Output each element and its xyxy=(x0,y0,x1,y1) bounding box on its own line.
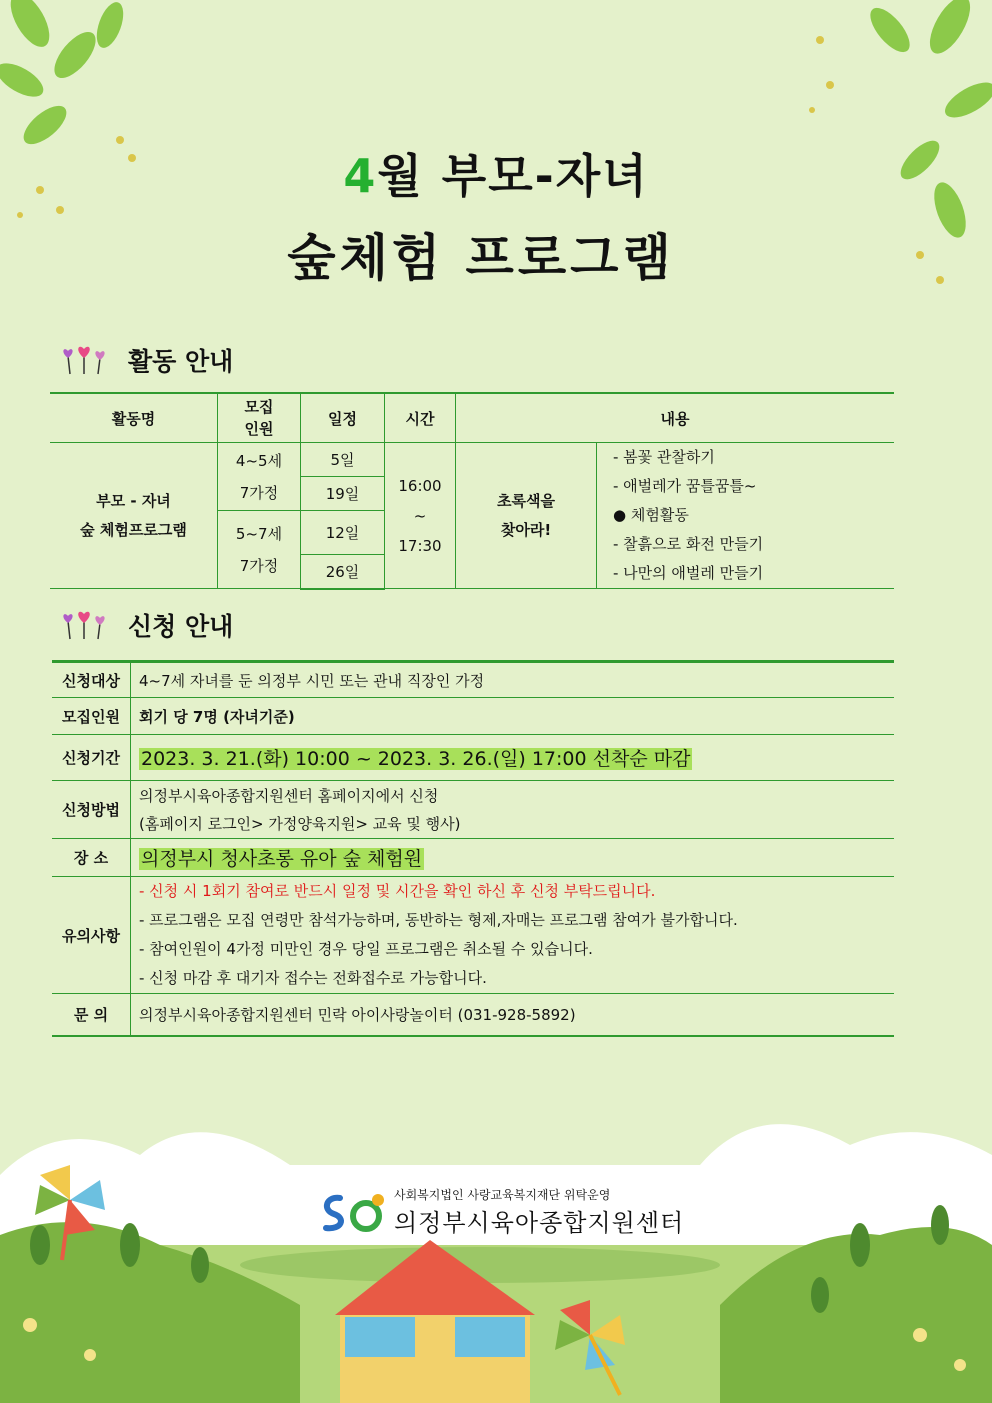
header-content: 내용 xyxy=(456,393,895,443)
note-line: - 신청 마감 후 대기자 접수는 전화접수로 가능합니다. xyxy=(139,969,487,987)
place-label: 장 소 xyxy=(52,839,131,877)
recruit-group-2: 5~7세 7가정 xyxy=(218,511,301,589)
activity-table xyxy=(50,392,894,590)
month-number: 4 xyxy=(343,149,378,203)
org-name: 의정부시육아종합지원센터 xyxy=(394,1209,685,1237)
header-name: 활동명 xyxy=(50,393,218,443)
heart-flowers-icon xyxy=(58,609,110,641)
content-line: ● 체험활동 xyxy=(613,506,689,524)
section-title: 활동 안내 xyxy=(128,347,234,376)
section-title: 신청 안내 xyxy=(128,612,234,641)
page-title-line2: 숲체험 프로그램 xyxy=(287,229,675,287)
recruit-group-1: 4~5세 7가정 xyxy=(218,443,301,511)
theme-cell: 초록색을 찾아라! xyxy=(456,443,597,589)
contact-label: 문 의 xyxy=(52,994,131,1036)
content-line: - 찰흙으로 화전 만들기 xyxy=(613,535,764,553)
header-schedule: 일정 xyxy=(301,393,385,443)
place-value: 의정부시 청사초롱 유아 숲 체험원 xyxy=(141,848,423,870)
content-line: - 나만의 애벌레 만들기 xyxy=(613,564,764,582)
header-recruit: 모집 인원 xyxy=(218,393,301,443)
organization-logo xyxy=(318,1186,684,1238)
note-line: - 참여인원이 4가정 미만인 경우 당일 프로그램은 취소될 수 있습니다. xyxy=(139,940,593,958)
section-heading-apply xyxy=(58,607,233,643)
date-cell: 12일 xyxy=(301,511,385,555)
method-label: 신청방법 xyxy=(52,781,131,839)
content-line: - 봄꽃 관찰하기 xyxy=(613,448,715,466)
page-title-line1 xyxy=(0,140,992,206)
title-text: 월 부모-자녀 xyxy=(377,149,649,203)
target-value: 4~7세 자녀를 둔 의정부 시민 또는 관내 직장인 가정 xyxy=(131,662,895,698)
date-cell: 26일 xyxy=(301,554,385,589)
target-label: 신청대상 xyxy=(52,662,131,698)
note-line-warning: - 신청 시 1회기 참여로 반드시 일정 및 시간을 확인 하신 후 신청 부탁드립니다. xyxy=(139,882,656,900)
recruit-value: 회기 당 7명 (자녀기준) xyxy=(131,698,895,735)
program-name: 부모 - 자녀 숲 체험프로그램 xyxy=(50,443,218,589)
period-value: 2023. 3. 21.(화) 10:00 ~ 2023. 3. 26.(일) 17:00 선착순 마감 xyxy=(141,748,691,770)
time-cell: 16:00 ~ 17:30 xyxy=(385,443,456,589)
section-heading-activity xyxy=(58,342,233,378)
recruit-label: 모집인원 xyxy=(52,698,131,735)
content-cell xyxy=(597,443,895,589)
apply-table xyxy=(52,660,894,1037)
date-cell: 19일 xyxy=(301,477,385,511)
date-cell: 5일 xyxy=(301,443,385,477)
header-time: 시간 xyxy=(385,393,456,443)
logo-mark-icon xyxy=(318,1190,394,1234)
contact-value: 의정부시육아종합지원센터 민락 아이사랑놀이터 (031-928-5892) xyxy=(131,994,895,1036)
method-line: (홈페이지 로그인> 가정양육지원> 교육 및 행사) xyxy=(139,814,461,833)
notes-label: 유의사항 xyxy=(52,877,131,994)
method-line: 의정부시육아종합지원센터 홈페이지에서 신청 xyxy=(139,786,439,805)
period-label: 신청기간 xyxy=(52,735,131,781)
org-subtitle: 사회복지법인 사랑교육복지재단 위탁운영 xyxy=(394,1188,611,1202)
content-line: - 애벌레가 꿈틀꿈틀~ xyxy=(613,477,757,495)
note-line: - 프로그램은 모집 연령만 참석가능하며, 동반하는 형제,자매는 프로그램 참여가 불가합니다. xyxy=(139,911,738,929)
heart-flowers-icon xyxy=(58,344,110,376)
park-scenery-illustration xyxy=(0,1095,992,1403)
